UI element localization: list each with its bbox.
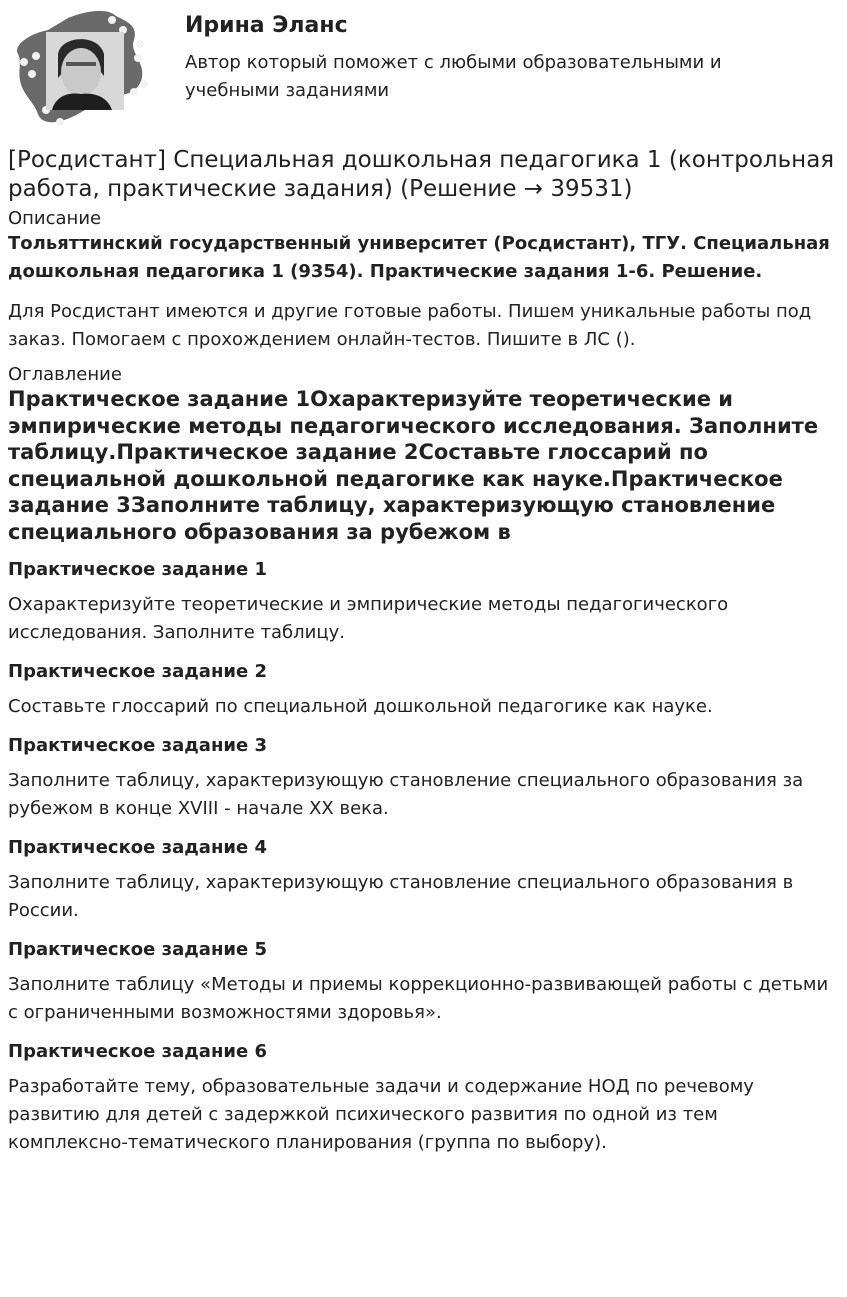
task-item <box>8 647 840 721</box>
toc-text: Практическое задание 1Охарактеризуйте теоретические и эмпирические методы педагогического исследования. Заполните таблицу.Практическое задание 2Составьте глоссарий по специальной дошкольной педагогике как науке.Практическое задание 3Заполните таблицу, характеризующую становление специального образования за рубежом в <box>8 387 819 544</box>
promo-text: Для Росдистант имеются и другие готовые работы. Пишем уникальные работы под заказ. Помогаем с прохождением онлайн-тестов. Пишите в ЛС (). <box>8 301 812 350</box>
task-body: Охарактеризуйте теоретические и эмпирические методы педагогического исследования. Заполните таблицу. <box>8 594 729 643</box>
task-item <box>8 823 840 925</box>
description-label: Описание <box>8 208 102 229</box>
author-name[interactable]: Ирина Эланс <box>185 13 348 38</box>
task-list <box>8 545 840 1157</box>
author-description: Автор который поможет с любыми образовательными и учебными заданиями <box>185 52 722 101</box>
task-title: Практическое задание 1 <box>8 559 267 580</box>
task-body: Составьте глоссарий по специальной дошкольной педагогике как науке. <box>8 696 713 717</box>
description-summary: Тольяттинский государственный университет (Росдистант), ТГУ. Специальная дошкольная педагогика 1 (9354). Практические задания 1-6. Решение. <box>8 233 830 282</box>
task-body: Заполните таблицу, характеризующую становление специального образования в России. <box>8 872 794 921</box>
task-item <box>8 1027 840 1157</box>
task-title: Практическое задание 2 <box>8 661 267 682</box>
task-item <box>8 925 840 1027</box>
task-item <box>8 721 840 823</box>
author-block <box>0 0 847 130</box>
task-title: Практическое задание 3 <box>8 735 267 756</box>
author-avatar[interactable] <box>8 6 150 126</box>
task-body: Заполните таблицу «Методы и приемы коррекционно-развивающей работы с детьми с ограниченными возможностями здоровья». <box>8 974 829 1023</box>
document-content <box>8 146 840 1157</box>
task-title: Практическое задание 6 <box>8 1041 267 1062</box>
author-photo-icon <box>8 6 150 126</box>
task-body: Разработайте тему, образовательные задачи и содержание НОД по речевому развитию для детей с задержкой психического развития по одной из тем комплексно-тематического планирования (группа по выбору). <box>8 1076 754 1153</box>
task-title: Практическое задание 4 <box>8 837 267 858</box>
task-item <box>8 545 840 647</box>
toc-label: Оглавление <box>8 364 122 385</box>
document-title: [Росдистант] Специальная дошкольная педагогика 1 (контрольная работа, практические задания) (Решение → 39531) <box>8 147 835 202</box>
task-body: Заполните таблицу, характеризующую становление специального образования за рубежом в конце XVIII - начале XX века. <box>8 770 804 819</box>
task-title: Практическое задание 5 <box>8 939 267 960</box>
